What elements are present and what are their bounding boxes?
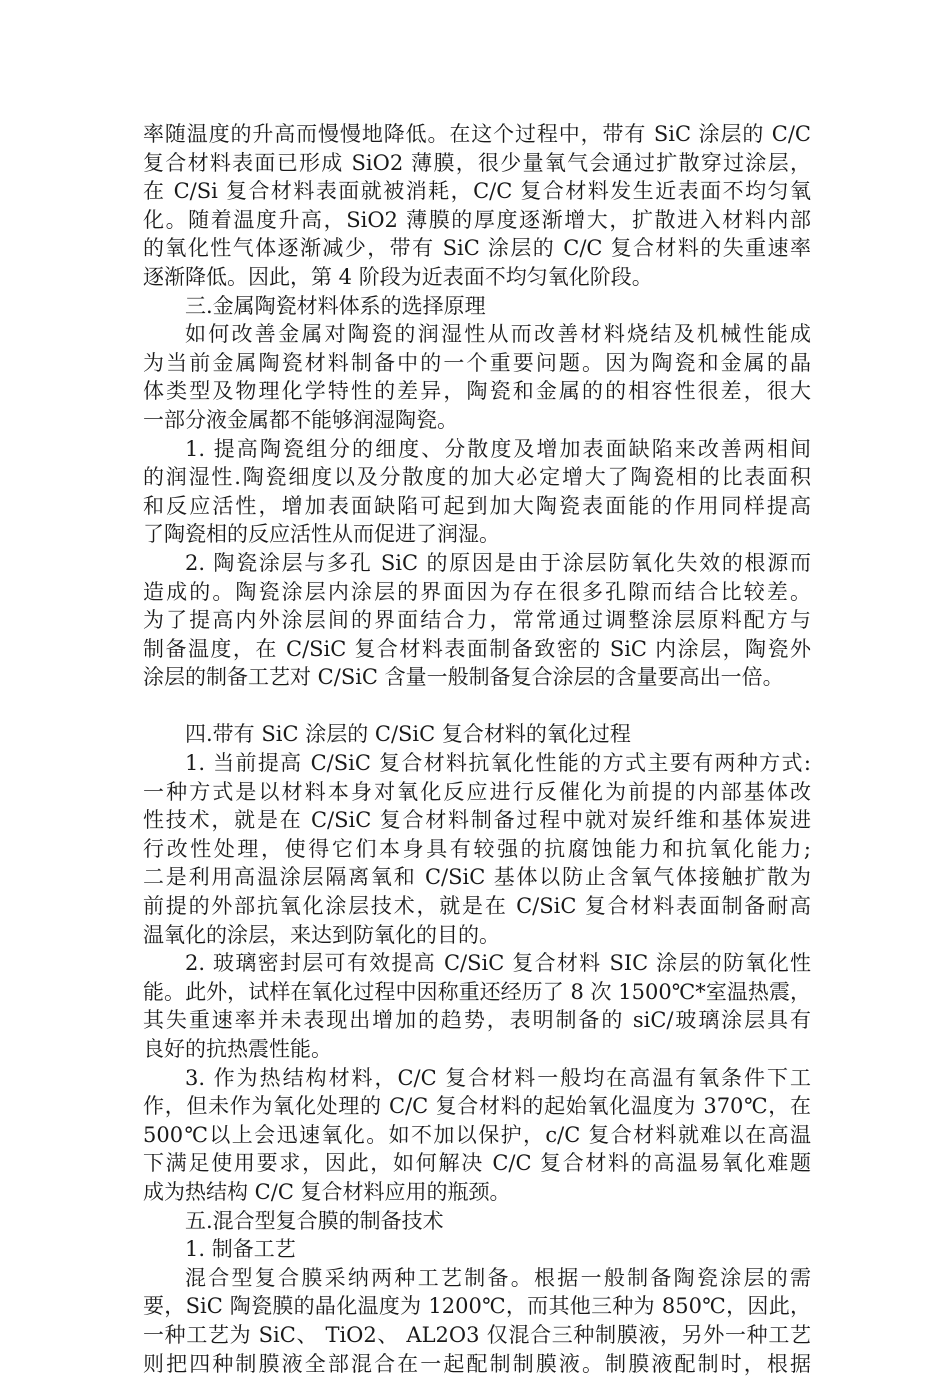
text-line: 为当前金属陶瓷材料制备中的一个重要问题。因为陶瓷和金属的晶 xyxy=(143,350,811,375)
text-line: 造成的。陶瓷涂层内涂层的界面因为存在很多孔隙而结合比较差。 xyxy=(143,579,811,604)
document-page xyxy=(143,120,811,1378)
text-line: 性技术，就是在 C/SiC 复合材料制备过程中就对炭纤维和基体炭进 xyxy=(143,808,811,833)
text-line: 1. 提高陶瓷组分的细度、分散度及增加表面缺陷来改善两相间 xyxy=(185,436,811,461)
text-line: 成为热结构 C/C 复合材料应用的瓶颈。 xyxy=(143,1179,511,1204)
text-line: 率随温度的升高而慢慢地降低。在这个过程中，带有 SiC 涂层的 C/C xyxy=(143,122,811,146)
text-line: 涂层的制备工艺对 C/SiC 含量一般制备复合涂层的含量要高出一倍。 xyxy=(143,665,784,690)
text-line: 二是利用高温涂层隔离氧和 C/SiC 基体以防止含氧气体接触扩散为 xyxy=(143,865,811,890)
text-line: 下满足使用要求，因此，如何解决 C/C 复合材料的高温易氧化难题 xyxy=(143,1151,811,1176)
text-line: 化。随着温度升高，SiO2 薄膜的厚度逐渐增大，扩散进入材料内部 xyxy=(143,207,811,232)
text-line: 其失重速率并未表现出增加的趋势，表明制备的 siC/玻璃涂层具有 xyxy=(143,1008,811,1033)
section-heading: 四.带有 SiC 涂层的 C/SiC 复合材料的氧化过程 xyxy=(185,722,631,747)
text-line: 为了提高内外涂层间的界面结合力，常常通过调整涂层原料配方与 xyxy=(143,608,811,633)
text-line: 一种方式是以材料本身对氧化反应进行反催化为前提的内部基体改 xyxy=(143,779,811,804)
text-line: 500℃以上会迅速氧化。如不加以保护，c/C 复合材料就难以在高温 xyxy=(143,1122,811,1147)
text-line: 则把四种制膜液全部混合在一起配制制膜液。制膜液配制时，根据 xyxy=(143,1351,811,1376)
text-line: 在 C/Si 复合材料表面就被消耗，C/C 复合材料发生近表面不均匀氧 xyxy=(143,179,811,204)
text-line: 混合型复合膜采纳两种工艺制备。根据一般制备陶瓷涂层的需 xyxy=(185,1265,811,1290)
text-line: 制备温度，在 C/SiC 复合材料表面制备致密的 SiC 内涂层，陶瓷外 xyxy=(143,636,811,661)
text-line: 和反应活性，增加表面缺陷可起到加大陶瓷表面能的作用同样提高 xyxy=(143,493,811,518)
text-line: 3. 作为热结构材料，C/C 复合材料一般均在高温有氧条件下工 xyxy=(185,1065,811,1090)
text-line: 1. 当前提高 C/SiC 复合材料抗氧化性能的方式主要有两种方式: xyxy=(185,751,811,776)
text-line: 一部分液金属都不能够润湿陶瓷。 xyxy=(143,407,458,432)
text-line: 2. 陶瓷涂层与多孔 SiC 的原因是由于涂层防氧化失效的根源而 xyxy=(185,550,811,575)
subsection-heading: 1. 制备工艺 xyxy=(185,1237,296,1262)
text-line: 行改性处理，使得它们本身具有较强的抗腐蚀能力和抗氧化能力; xyxy=(143,836,811,861)
text-line: 要，SiC 陶瓷膜的晶化温度为 1200℃，而其他三种为 850℃，因此， xyxy=(143,1294,811,1319)
text-line: 如何改善金属对陶瓷的润湿性从而改善材料烧结及机械性能成 xyxy=(185,322,811,347)
text-line: 良好的抗热震性能。 xyxy=(143,1037,332,1061)
text-line: 一种工艺为 SiC、 TiO2、 AL2O3 仅混合三种制膜液，另外一种工艺 xyxy=(143,1322,811,1347)
text-line: 逐渐降低。因此，第 4 阶段为近表面不均匀氧化阶段。 xyxy=(143,264,653,289)
text-line: 作，但未作为氧化处理的 C/C 复合材料的起始氧化温度为 370℃，在 xyxy=(143,1094,811,1119)
text-line: 体类型及物理化学特性的差异，陶瓷和金属的的相容性很差，很大 xyxy=(143,379,811,404)
text-line: 能。此外，试样在氧化过程中因称重还经历了 8 次 1500℃*室温热震， xyxy=(143,979,811,1004)
text-line: 温氧化的涂层，来达到防氧化的目的。 xyxy=(143,922,500,947)
blank-line xyxy=(143,692,811,721)
text-line: 复合材料表面已形成 SiO2 薄膜，很少量氧气会通过扩散穿过涂层， xyxy=(143,150,811,175)
text-line: 前提的外部抗氧化涂层技术，就是在 C/SiC 复合材料表面制备耐高 xyxy=(143,894,811,919)
text-line: 2. 玻璃密封层可有效提高 C/SiC 复合材料 SIC 涂层的防氧化性 xyxy=(185,951,811,976)
text-line: 的氧化性气体逐渐减少，带有 SiC 涂层的 C/C 复合材料的失重速率 xyxy=(143,236,811,261)
section-heading: 三.金属陶瓷材料体系的选择原理 xyxy=(185,293,486,318)
section-heading: 五.混合型复合膜的制备技术 xyxy=(185,1208,444,1233)
text-line: 的润湿性.陶瓷细度以及分散度的加大必定增大了陶瓷相的比表面积 xyxy=(143,465,811,490)
text-line: 了陶瓷相的反应活性从而促进了润湿。 xyxy=(143,522,500,547)
